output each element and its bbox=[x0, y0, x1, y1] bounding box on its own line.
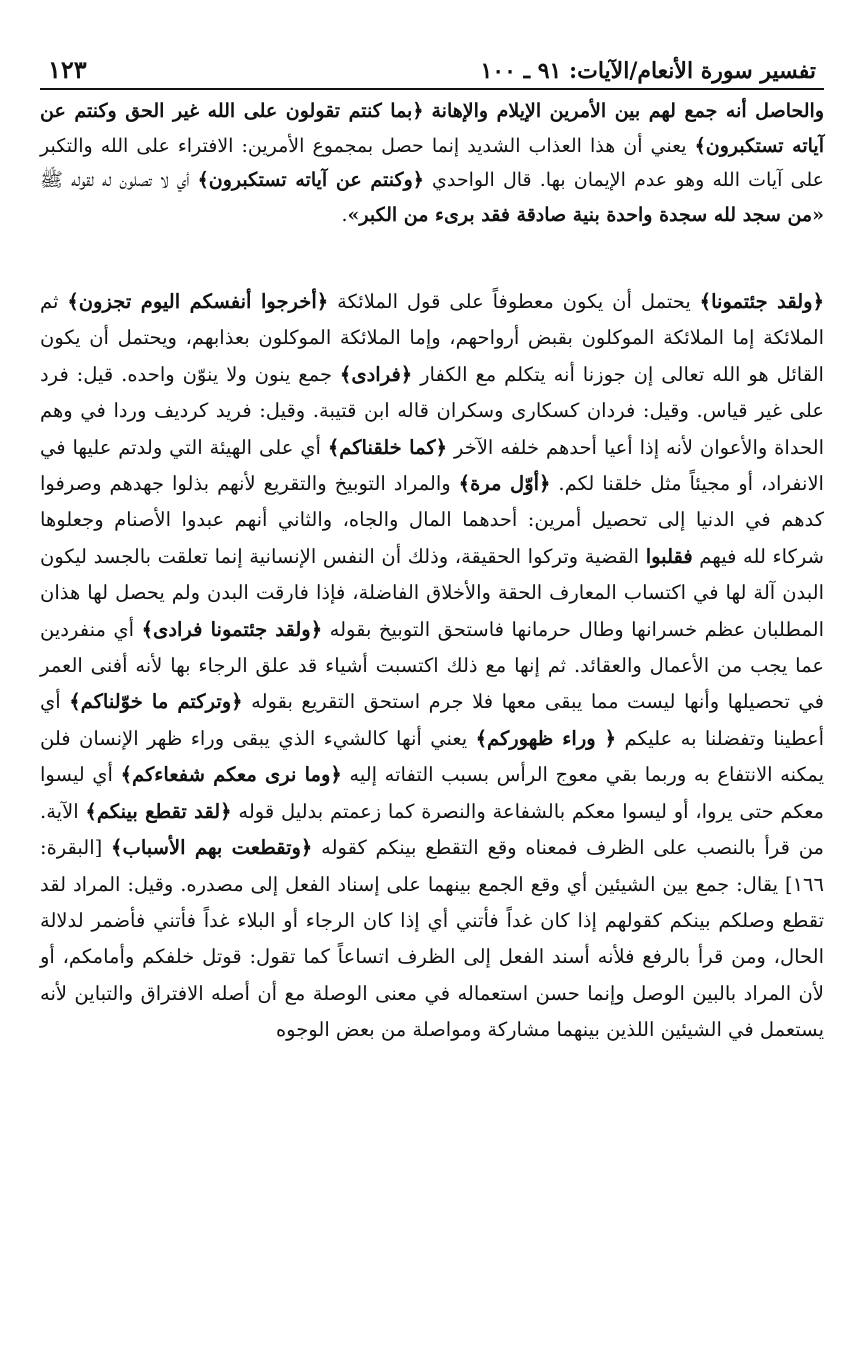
quran-quote: ﴿ولقد جئتمونا﴾ bbox=[699, 290, 824, 313]
running-title: تفسير سورة الأنعام/الآيات: ٩١ ـ ١٠٠ bbox=[480, 58, 816, 84]
body-text: الآية. من قرأ بالنصب على الظرف فمعناه وقع التقطع بينكم كقوله bbox=[40, 799, 824, 860]
quran-quote: ﴿لقد تقطع بينكم﴾ bbox=[85, 799, 232, 823]
body-text: أي منفردين عما يجب من الأعمال والعقائد. ثم إنها مع ذلك اكتسبت أشياء قد علق الرجاء بها لأنه أفنى العمر في تحصيلها وأنها ليست مما يبقى معها فلا جرم استحق التقريع بقوله bbox=[40, 617, 824, 714]
body-text: جمع ينون ولا ينوّن واحده. قيل: فرد على غير قياس. وقيل: فردان كسكارى وسكران قاله ابن قتيبة. وقيل: فريد كرديف وردا في وهم الحداة والأعوان لأنه إذا أعيا أحدهم خلفه الآخر bbox=[40, 362, 824, 459]
quran-quote: ﴿أخرجوا أنفسكم اليوم تجزون﴾ bbox=[67, 290, 329, 313]
page-header bbox=[40, 55, 824, 90]
quran-quote: ﴿وكنتم عن آياته تستكبرون﴾ bbox=[197, 169, 424, 191]
body-text: أي ليسوا معكم حتى يروا، أو ليسوا معكم بالشفاعة والنصرة كما زعمتم بدليل قوله bbox=[40, 763, 824, 823]
bold-text: فقلبوا bbox=[645, 544, 693, 568]
quran-quote: ﴿أوّل مرة﴾ bbox=[458, 472, 551, 496]
body-text: أي لا تصلون له لقوله ﷺ bbox=[40, 169, 198, 191]
quran-quote: ﴿وما نرى معكم شفعاءكم﴾ bbox=[120, 763, 342, 787]
body-text: أي على الهيئة التي ولدتم عليها في الانفراد، أو مجيئاً مثل خلقنا لكم. bbox=[40, 435, 824, 496]
body-text: والمراد التوبيخ والتقريع لأنهم بذلوا جهدهم وصرفوا كدهم في الدنيا إلى تحصيل أمرين: أحدهما المال والجاه، والثاني أنهم عبدوا الأصنام وجعلوها شركاء لله فيهم bbox=[40, 472, 824, 568]
quran-quote: ﴿فرادى﴾ bbox=[339, 362, 413, 386]
quran-quote: ﴿وتقطعت بهم الأسباب﴾ bbox=[111, 836, 313, 860]
page-number: ١٢٣ bbox=[48, 55, 87, 84]
quran-quote: ﴿بما كنتم تقولون على الله غير الحق وكنتم عن آياته تستكبرون﴾ bbox=[40, 100, 825, 157]
quran-quote: ﴿كما خلقناكم﴾ bbox=[327, 435, 448, 459]
body-text: القضية وتركوا الحقيقة، وذلك أن النفس الإنسانية إنما تعلقت بالجسد ليكون البدن آلة لها في اكتساب المعارف الحقة والأخلاق الفاضلة، فإذا فارقت البدن ولم يحصل لها هذان المطلبان عظم خسرانها وطال حرمانها فاستحق التوبيخ بقوله bbox=[40, 544, 824, 641]
quran-quote: ﴿ وراء ظهوركم﴾ bbox=[475, 726, 617, 750]
quran-quote: ﴿ولقد جئتمونا فرادى﴾ bbox=[141, 617, 323, 641]
body-text: . bbox=[341, 203, 348, 226]
body-text: يعني أنها كالشيء الذي يبقى وراء ظهر الإنسان فلن يمكنه الانتفاع به وربما بقي معوج الرأس بسبب التفاته إليه bbox=[40, 726, 824, 787]
paragraph-1 bbox=[40, 94, 824, 232]
body-text: يعني أن هذا العذاب الشديد إنما حصل بمجموع الأمرين: الافتراء على الله والتكبر على آيات الله وهو عدم الإيمان بها. قال الواحدي bbox=[40, 134, 824, 191]
body-text: [البقرة: ١٦٦] يقال: جمع بين الشيئين أي وقع الجمع بينهما على إسناد الفعل إلى مصدره. وقيل: المراد لقد تقطع وصلكم بينكم كقولهم إذا كان غداً فأتني أي إذا كان الرجاء أو البلاء غداً فأتني فأضمر لدلالة الحال، ومن قرأ بالرفع فلأنه أسند الفعل إلى الظرف اتساعاً كما تقول: قوتل خلفكم وأمامكم، أو لأن المراد بالبين الوصل وإنما حسن استعماله في معنى الوصلة مع أن أصله الافتراق والتباين لأنه يستعمل في الشيئين اللذين بينهما مشاركة ومواصلة من بعض الوجوه bbox=[40, 836, 824, 1042]
paragraph-2 bbox=[40, 284, 824, 1049]
hadith-quote: «من سجد لله سجدة واحدة بنية صادقة فقد برىء من الكبر» bbox=[347, 203, 824, 226]
bold-text: والحاصل أنه جمع لهم بين الأمرين الإيلام والإهانة bbox=[431, 100, 825, 122]
body-text: أي أعطينا وتفضلنا به عليكم bbox=[40, 690, 824, 750]
body-text: ثم الملائكة إما الملائكة الموكلون بقبض أرواحهم، وإما الملائكة الموكلون بعذابهم، ويحتمل أن يكون القائل هو الله تعالى إن جوزنا أنه يتكلم مع الكفار bbox=[40, 290, 824, 386]
quran-quote: ﴿وتركتم ما خوّلناكم﴾ bbox=[69, 690, 243, 714]
body-text: يحتمل أن يكون معطوفاً على قول الملائكة bbox=[328, 290, 700, 313]
